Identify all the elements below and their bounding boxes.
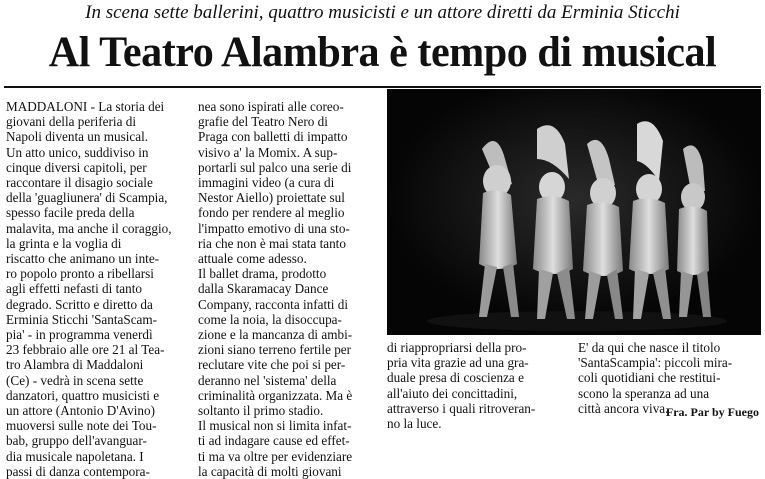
text-line: Nestor Aiello) proiettate sul [198, 190, 345, 206]
text-line: tro Alambra di Maddaloni [6, 357, 144, 373]
text-line: attuale come adesso. [198, 251, 307, 267]
text-line: ti ma va oltre per evidenziare [198, 448, 353, 464]
text-line: Un atto unico, suddiviso in [6, 144, 149, 160]
article-headline: Al Teatro Alambra è tempo di musical [48, 29, 717, 76]
dancers-illustration [387, 89, 761, 335]
text-line: (Ce) - vedrà in scena sette [6, 372, 144, 388]
text-line: muoversi sulle note dei Tou- [6, 418, 157, 434]
text-line: scono la speranza ad una [578, 385, 710, 401]
text-line: coli quotidiani che restitui- [578, 370, 721, 386]
text-line: pia' - in programma venerdì [6, 327, 153, 343]
text-line: malavita, ma anche il coraggio, [6, 220, 172, 236]
text-line: reclutare vite che poi si per- [198, 357, 346, 373]
text-line: duale presa di coscienza e [387, 370, 524, 386]
text-line: degrado. Scritto e diretto da [6, 296, 153, 312]
text-line: Company, racconta infatti di [198, 296, 349, 312]
article-column-1 [6, 99, 186, 479]
text-line: raccontare il disagio sociale [6, 175, 153, 191]
text-line: zione e la mancanza di ambi- [198, 327, 353, 343]
text-line: criminalità organizzata. Ma è [198, 387, 353, 403]
text-line: pria vita grazie ad una gra- [387, 355, 529, 371]
text-line: soltanto il primo stadio. [198, 403, 324, 419]
text-line: spesso facile preda della [6, 205, 135, 221]
text-line: dia musicale napoletana. I [6, 448, 144, 464]
text-line: agli effetti nefasti di tanto [6, 281, 142, 297]
text-line: visivo a' la Momix. A sup- [198, 144, 338, 160]
text-line: della 'guagliunera' di Scampia, [6, 190, 168, 206]
text-line: 23 febbraio alle ore 21 al Tea- [6, 342, 165, 358]
text-line: l'impatto emotivo di una sto- [198, 220, 350, 236]
text-line: deranno nel 'sistema' della [198, 372, 337, 388]
text-line: la capacità di molti giovani [198, 463, 342, 479]
text-line: E' da qui che nasce il titolo [578, 340, 721, 355]
text-line: immagini video (a cura di [198, 175, 335, 191]
text-line: un attore (Antonio D'Avino) [6, 403, 155, 419]
text-line: ria che non è mai stata tanto [198, 235, 346, 251]
text-line: fondo per rendere al meglio [198, 205, 345, 221]
dance-photo [387, 89, 761, 335]
text-line: Napoli diventa un musical. [6, 129, 149, 145]
text-line: dalla Skaramacay Dance [198, 281, 329, 297]
text-line: attraverso i quali ritroveran- [387, 400, 536, 416]
text-line: MADDALONI - La storia dei [6, 99, 165, 114]
text-line: Il ballet drama, prodotto [198, 266, 327, 282]
photo-credit: Fra. Par by Fuego [665, 405, 759, 419]
text-line: ro popolo pronto a ribellarsi [6, 266, 154, 282]
text-line: passi di danza contempora- [6, 463, 150, 479]
article-column-3 [387, 340, 571, 431]
text-line: zioni siano terreno fertile per [198, 342, 352, 358]
text-line: bab, gruppo dell'avanguar- [6, 433, 147, 449]
text-line: come la noia, la disoccupa- [198, 311, 342, 327]
text-line: riscatto che animano un inte- [6, 251, 160, 267]
text-line: Praga con balletti di impatto [198, 129, 348, 145]
text-line: all'aiuto dei concittadini, [387, 385, 518, 401]
text-line: danzatori, quattro musicisti e [6, 387, 160, 403]
text-line: la grinta e la voglia di [6, 235, 122, 251]
text-line: giovani della periferia di [6, 114, 136, 130]
text-line: Erminia Sticchi 'SantaScam- [6, 311, 158, 327]
text-line: portarli sul palco una serie di [198, 159, 352, 175]
text-line: grafie del Teatro Nero di [198, 114, 328, 130]
text-line: 'SantaScampia': piccoli mira- [578, 355, 733, 371]
text-line: no la luce. [387, 416, 442, 432]
article-column-2 [198, 99, 376, 479]
text-line: ti ad indagare cause ed effet- [198, 433, 350, 449]
text-line: di riappropriarsi della pro- [387, 340, 527, 355]
text-line: Il musical non si limita infat- [198, 418, 352, 434]
article-kicker: In scena sette ballerini, quattro musicisti e un attore diretti da Erminia Sticchi [85, 2, 680, 23]
headline-rule [4, 86, 761, 88]
text-line: cinque diversi capitoli, per [6, 159, 147, 175]
text-line: nea sono ispirati alle coreo- [198, 99, 344, 114]
text-line: città ancora viva. [578, 400, 669, 416]
